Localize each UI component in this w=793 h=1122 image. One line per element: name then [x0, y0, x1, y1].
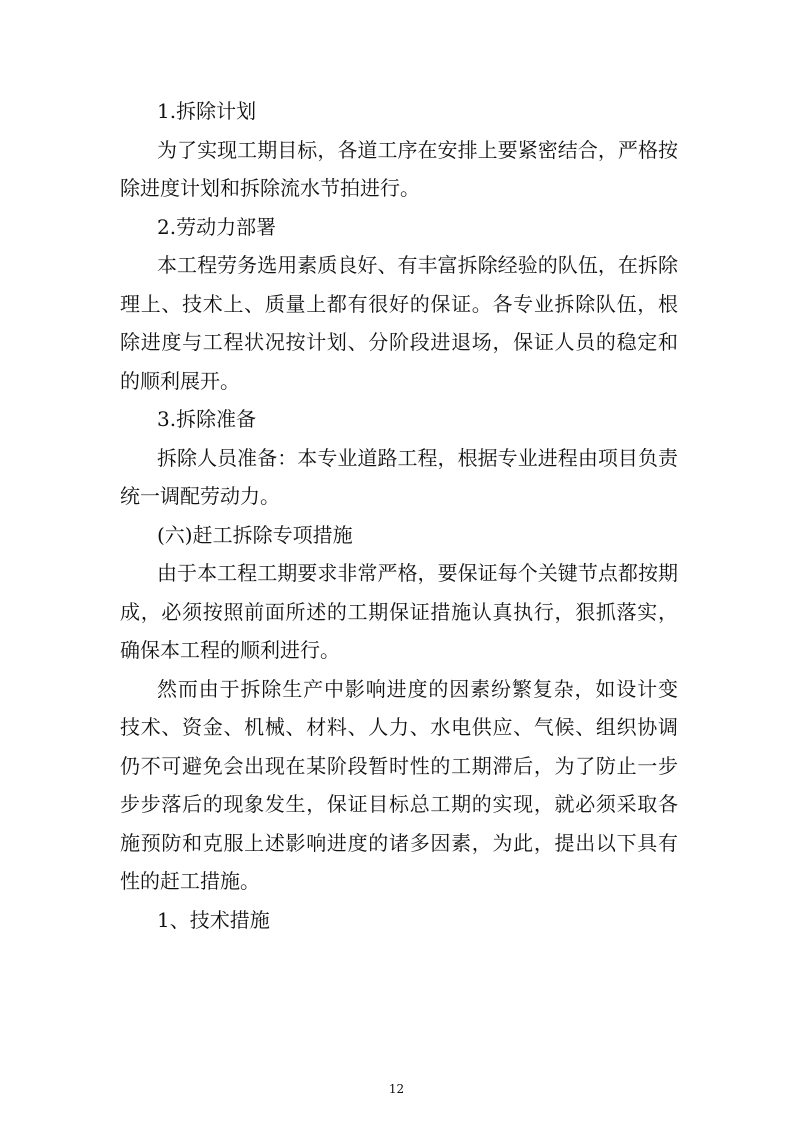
section-heading-demolition-preparation: 3.拆除准备 — [157, 407, 257, 431]
paragraph-line: 成，必须按照前面所述的工期保证措施认真执行，狠抓落实， — [120, 599, 678, 624]
paragraph-line: 除进度与工程状况按计划、分阶段进退场，保证人员的稳定和 — [120, 330, 678, 354]
paragraph-line: 步步落后的现象发生，保证目标总工期的实现，就必须采取各 — [120, 792, 678, 816]
paragraph-line: 为了实现工期目标，各道工序在安排上要紧密结合，严格按 — [157, 137, 678, 162]
document-body — [120, 92, 678, 939]
section-heading-demolition-plan: 1.拆除计划 — [157, 99, 257, 123]
paragraph-line: 除进度计划和拆除流水节拍进行。 — [120, 176, 420, 200]
paragraph-line: 然而由于拆除生产中影响进度的因素纷繁复杂，如设计变 — [157, 676, 678, 701]
paragraph-line: 本工程劳务选用素质良好、有丰富拆除经验的队伍，在拆除 — [157, 253, 678, 277]
section-heading-rush-measures: (六)赶工拆除专项措施 — [157, 522, 353, 547]
paragraph-line: 施预防和克服上述影响进度的诸多因素，为此，提出以下具有 — [120, 830, 678, 855]
paragraph-line: 仍不可避免会出现在某阶段暂时性的工期滞后，为了防止一步 — [120, 753, 678, 778]
paragraph-line: 确保本工程的顺利进行。 — [120, 638, 340, 662]
section-heading-technical-measures: 1、技术措施 — [157, 907, 270, 932]
paragraph-line: 性的赶工措施。 — [120, 869, 260, 893]
paragraph-line: 统一调配劳动力。 — [120, 484, 280, 508]
paragraph-line: 理上、技术上、质量上都有很好的保证。各专业拆除队伍，根 — [120, 291, 678, 316]
paragraph-line: 由于本工程工期要求非常严格，要保证每个关键节点都按期 — [157, 561, 678, 585]
section-heading-labor-deployment: 2.劳动力部署 — [157, 214, 277, 239]
paragraph-line: 技术、资金、机械、材料、人力、水电供应、气候、组织协调 — [120, 715, 678, 739]
page-number: 12 — [388, 1082, 405, 1096]
paragraph-line: 的顺利展开。 — [120, 368, 240, 393]
paragraph-line: 拆除人员准备：本专业道路工程，根据专业进程由项目负责 — [157, 445, 678, 470]
